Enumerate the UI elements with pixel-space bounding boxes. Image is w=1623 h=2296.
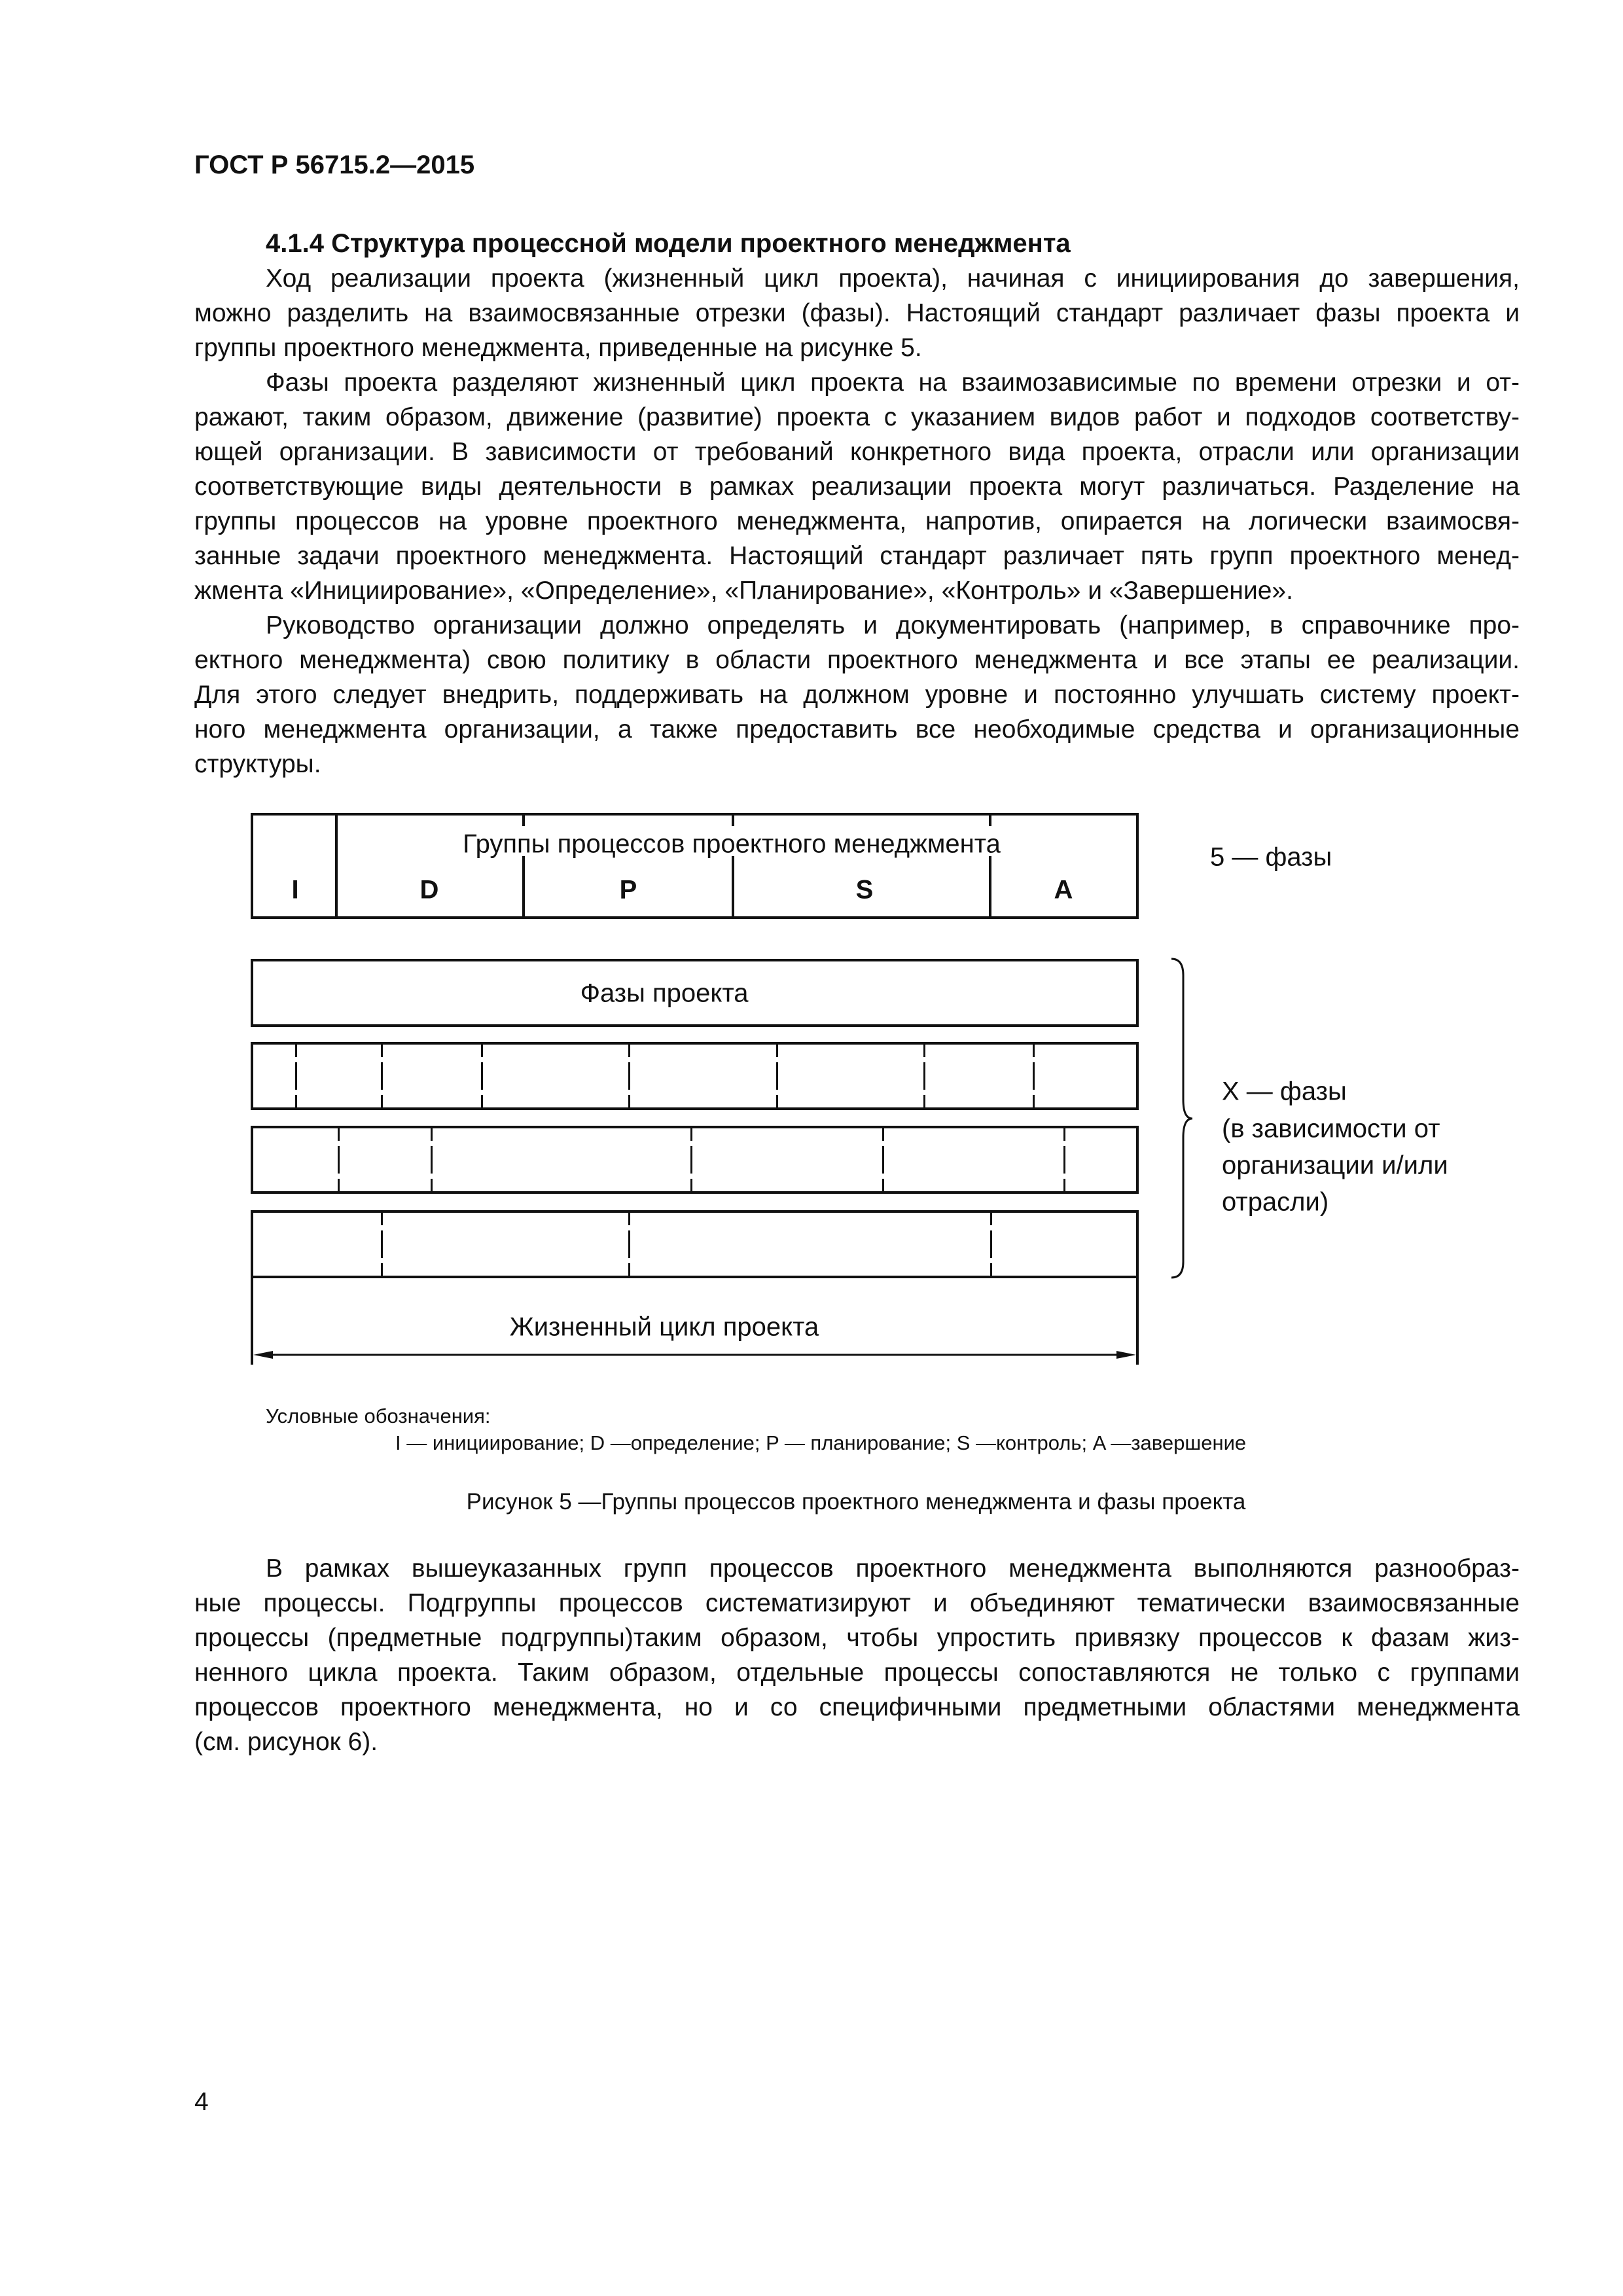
phase-divider-dashed [628,1045,630,1107]
paragraph-line: процессы (предметные подгруппы)таким образом, чтобы упростить привязку процессов к фазам жиз- [194,1624,1520,1652]
five-phases-label: 5 — фазы [1210,842,1332,872]
figure-caption: Рисунок 5 —Группы процессов проектного менеджмента и фазы проекта [466,1489,1246,1515]
paragraph-line: ектного менеджмента) свою политику в области проектного менеджмента и все этапы ее реализации. [194,646,1520,674]
phase-divider-dashed [990,1213,992,1276]
x-phases-note: организации и/или [1222,1151,1448,1180]
paragraph-line: структуры. [194,750,321,778]
phase-divider-dashed [481,1045,483,1107]
phase-divider-dashed [628,1213,630,1276]
paragraph-line: соответствующие виды деятельности в рамках реализации проекта могут различаться. Разделение на [194,473,1520,501]
x-phases-note: отрасли) [1222,1187,1329,1217]
paragraph-line: можно разделить на взаимосвязанные отрезки (фазы). Настоящий стандарт различает фазы проекта и [194,299,1520,327]
paragraph-line: процессов проектного менеджмента, но и со специфичными предметными областями менеджмента [194,1693,1520,1721]
divider-tick [989,813,991,826]
paragraph-line: ные процессы. Подгруппы процессов систематизируют и объединяют тематически взаимосвязанные [194,1589,1520,1617]
project-phases-title: Фазы проекта [580,978,749,1008]
phase-row-3 [251,1210,1139,1278]
group-planning: P [619,875,637,905]
process-groups-box [251,813,1139,919]
section-title: 4.1.4 Структура процессной модели проектного менеджмента [266,229,1071,258]
lifecycle-arrow-icon [251,1347,1139,1363]
phase-row-1 [251,1042,1139,1110]
phase-divider-dashed [882,1128,884,1191]
paragraph-line: группы проектного менеджмента, приведенные на рисунке 5. [194,334,922,362]
x-phases-note: (в зависимости от [1222,1114,1440,1143]
phase-divider-dashed [431,1128,433,1191]
paragraph-line: ненного цикла проекта. Таким образом, отдельные процессы сопоставляются не только с группами [194,1659,1520,1687]
body-text-bottom [194,1551,1520,1759]
lifecycle-label: Жизненный цикл проекта [509,1312,819,1342]
legend-text: I — инициирование; D —определение; P — планирование; S —контроль; A —завершение [395,1431,1247,1454]
group-initiation: I [291,875,299,905]
phase-row-2 [251,1126,1139,1194]
paragraph-line: Руководство организации должно определять и документировать (например, в справочнике про- [266,611,1520,639]
divider [522,856,525,919]
groups-title: Группы процессов проектного менеджмента [463,829,1001,859]
body-text-top [194,226,1520,781]
paragraph-line: жмента «Инициирование», «Определение», «Планирование», «Контроль» и «Завершение». [194,577,1293,605]
phase-divider-dashed [1063,1128,1065,1191]
page-number: 4 [194,2088,209,2116]
legend-title: Условные обозначения: [266,1405,491,1427]
phase-divider-dashed [776,1045,778,1107]
phase-divider-dashed [381,1213,383,1276]
divider [335,813,338,919]
divider [989,856,991,919]
group-closing: A [1054,875,1073,905]
group-definition: D [419,875,439,905]
group-control: S [855,875,874,905]
paragraph-line: ражают, таким образом, движение (развитие) проекта с указанием видов работ и подходов соответству- [194,403,1520,431]
phase-divider-dashed [1033,1045,1035,1107]
paragraph-line: ного менеджмента организации, а также предоставить все необходимые средства и организационные [194,715,1520,744]
paragraph-line: В рамках вышеуказанных групп процессов проектного менеджмента выполняются разнообраз- [266,1554,1520,1583]
paragraph-line: Фазы проекта разделяют жизненный цикл проекта на взаимозависимые по времени отрезки и от- [266,368,1520,397]
phase-divider-dashed [338,1128,340,1191]
phase-divider-dashed [295,1045,297,1107]
phase-divider-dashed [923,1045,925,1107]
paragraph-line: Ход реализации проекта (жизненный цикл проекта), начиная с инициирования до завершения, [266,264,1520,293]
phase-divider-dashed [690,1128,692,1191]
x-phases-label: X — фазы [1222,1077,1347,1106]
paragraph-line: ющей организации. В зависимости от требований конкретного вида проекта, отрасли или организации [194,438,1520,466]
paragraph-line: (см. рисунок 6). [194,1728,378,1756]
divider-tick [732,813,734,826]
phase-divider-dashed [381,1045,383,1107]
divider-tick [522,813,525,826]
divider [732,856,734,919]
document-header: ГОСТ Р 56715.2—2015 [194,151,475,179]
brace-icon [1165,956,1198,1283]
paragraph-line: Для этого следует внедрить, поддерживать на должном уровне и постоянно улучшать систему проект- [194,681,1520,709]
paragraph-line: группы процессов на уровне проектного менеджмента, напротив, опирается на логически взаимосвя- [194,507,1520,535]
paragraph-line: занные задачи проектного менеджмента. Настоящий стандарт различает пять групп проектного менед- [194,542,1520,570]
